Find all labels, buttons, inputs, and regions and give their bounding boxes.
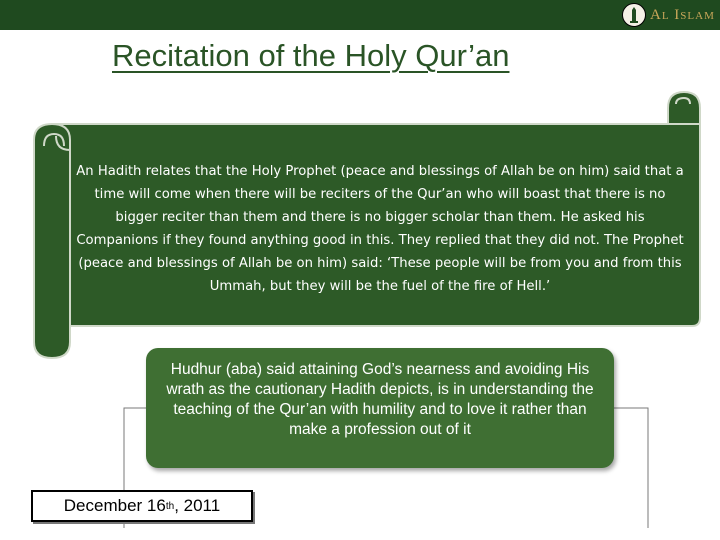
date-rest: , 2011 bbox=[174, 496, 221, 515]
page-title: Recitation of the Holy Qur’an bbox=[112, 38, 510, 73]
connector-line-right bbox=[610, 408, 648, 528]
hadith-text: An Hadith relates that the Holy Prophet (peace and blessings of Allah be on him) said that a time will come when there will be reciters of the Qur’an who will boast that there is no bigger reciter than them and there is no bigger scholar than them. He asked his Companions if they found anything good in this. They replied that they did not. The Prophet (peace and blessings of Allah be on him) said: ‘These people will be from you and from this Ummah, but they will be the fuel of the fire of Hell.’ bbox=[76, 164, 684, 294]
date-prefix: December 16 bbox=[63, 496, 166, 515]
date-label bbox=[31, 490, 253, 522]
logo-text: Al Islam bbox=[650, 6, 715, 23]
note-text: Hudhur (aba) said attaining God’s nearness and avoiding His wrath as the cautionary Hadith depicts, is in understanding the teaching of the Qur’an with humility and to love it rather than make a profession out of it bbox=[166, 361, 594, 438]
date-suffix: th bbox=[165, 500, 175, 512]
